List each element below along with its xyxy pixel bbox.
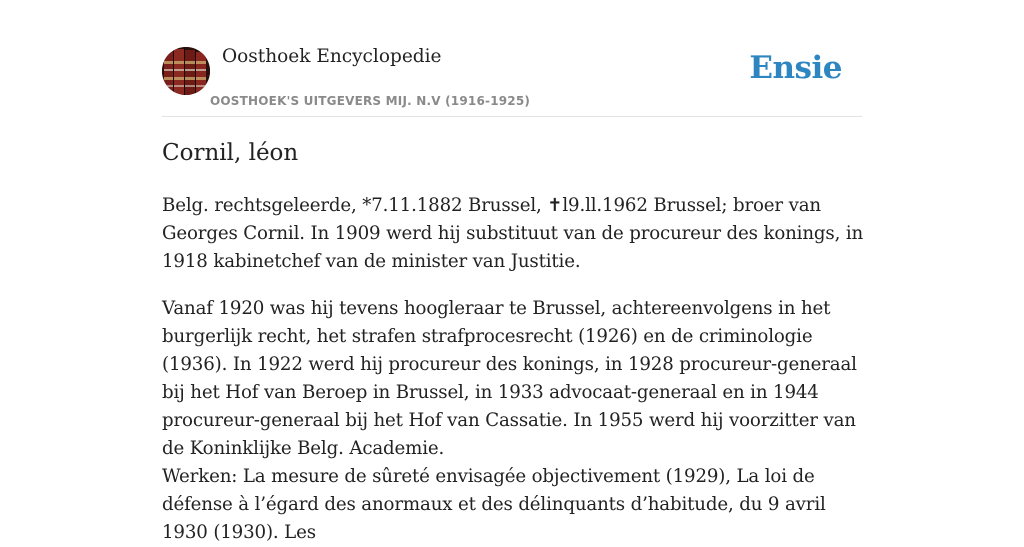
page	[162, 0, 864, 543]
article-title: Cornil, léon	[162, 140, 299, 166]
article-paragraph: Belg. rechtsgeleerde, *7.11.1882 Brussel, ✝l9.ll.1962 Brussel; broer van Georges Cornil. In 1909 werd hij substituut van de procureur des konings, in 1918 kabinetchef van de minister van Justitie.	[162, 195, 864, 272]
source-header	[162, 0, 862, 117]
ensie-logo[interactable]: Ensie	[749, 50, 842, 86]
article-paragraph: Vanaf 1920 was hij tevens hoogleraar te Brussel, achtereenvolgens in het burgerlijk recht, het strafen strafprocesrecht (1926) en de criminologie (1936). In 1922 werd hij procureur des konings, in 1928 procureur-generaal bij het Hof van Beroep in Brussel, in 1933 advocaat-generaal en in 1944 procureur-generaal bij het Hof van Cassatie. In 1955 werd hij voorzitter van de Koninklijke Belg. Academie.	[162, 298, 857, 459]
publisher-label: OOSTHOEK'S UITGEVERS MIJ. N.V (1916-1925)	[210, 94, 531, 108]
source-name-link[interactable]: Oosthoek Encyclopedie	[222, 46, 442, 67]
article-paragraph: Werken: La mesure de sûreté envisagée objectivement (1929), La loi de défense à l’égard des anormaux et des délinquants d’habitude, du 9 avril 1930 (1930). Les	[162, 466, 826, 543]
encyclopedia-books-icon[interactable]	[162, 47, 210, 95]
